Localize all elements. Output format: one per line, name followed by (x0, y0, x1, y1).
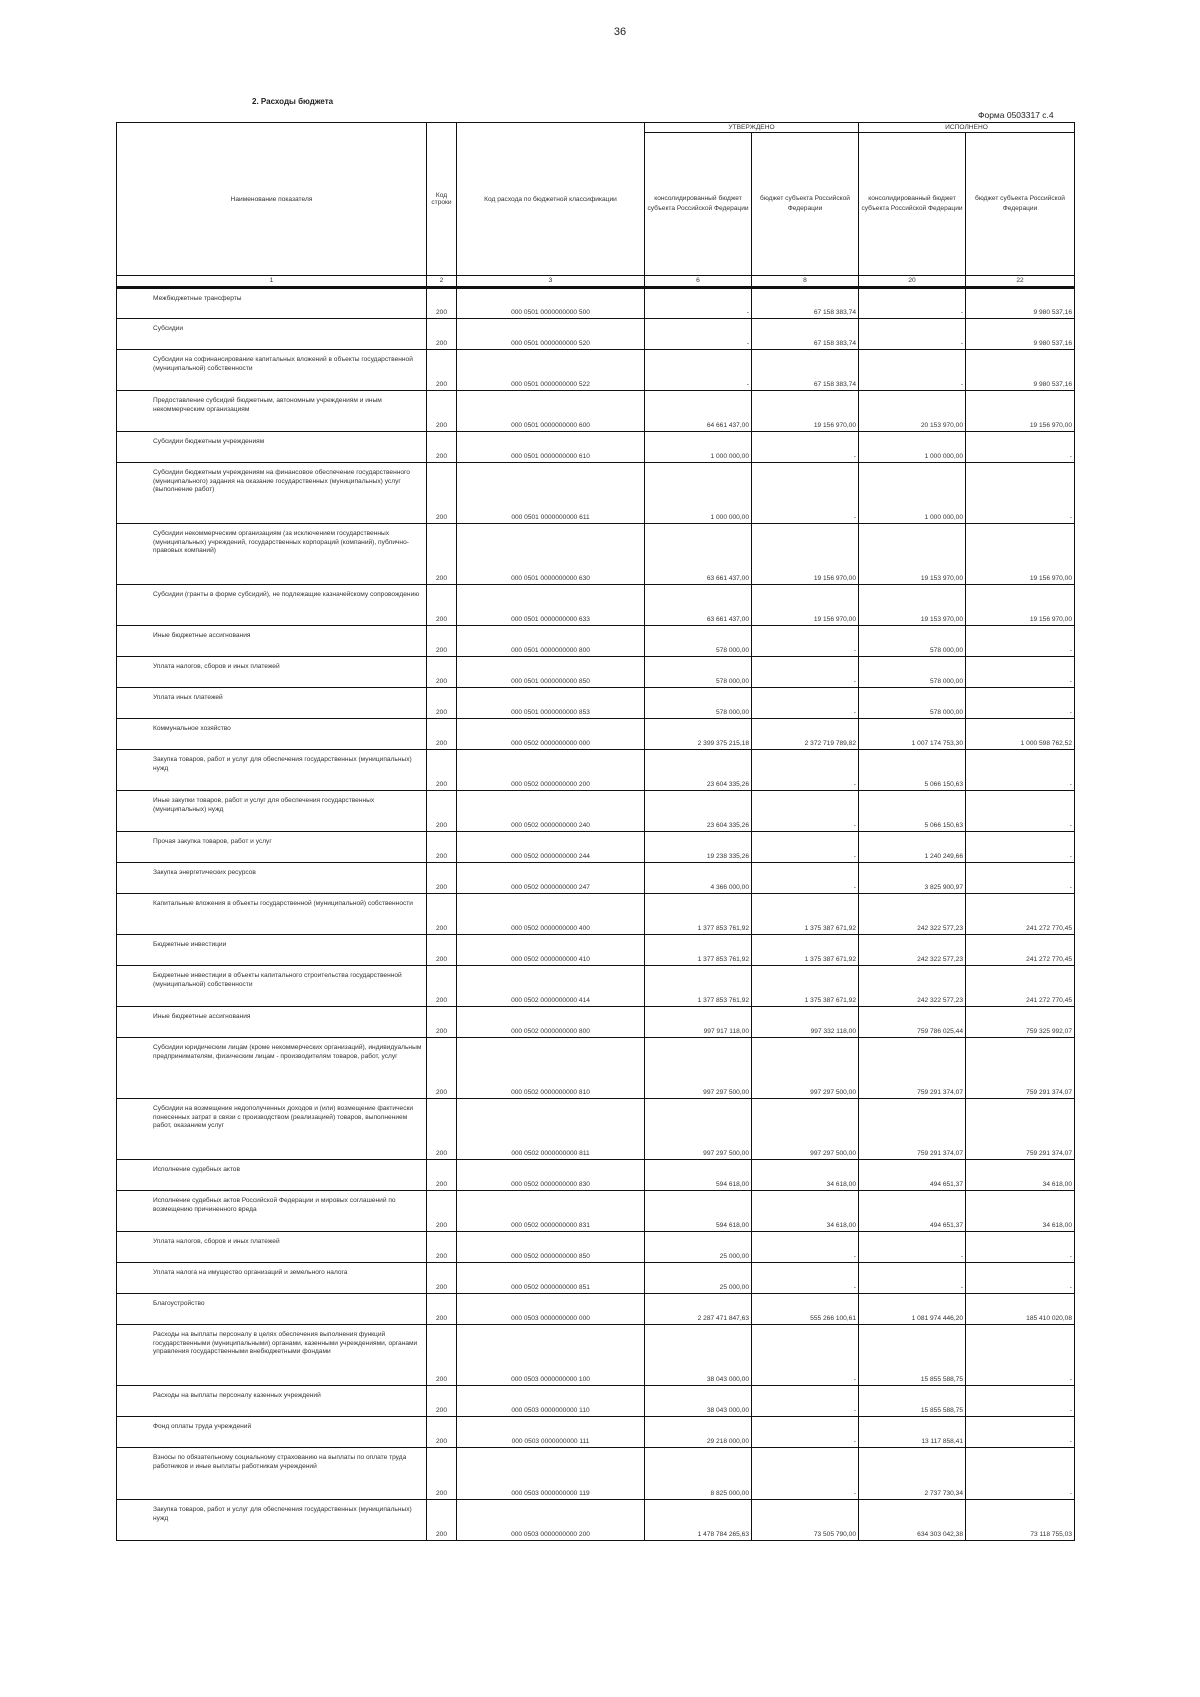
row-approved-subject: - (752, 463, 859, 524)
row-executed-consolidated: - (859, 319, 966, 350)
row-name: Фонд оплаты труда учреждений (117, 1417, 427, 1448)
row-name: Уплата иных платежей (117, 688, 427, 719)
row-line-code: 200 (427, 1417, 457, 1448)
table-row (117, 626, 1075, 657)
column-number-row (117, 276, 1075, 288)
row-executed-subject: - (966, 750, 1075, 791)
row-approved-subject: - (752, 657, 859, 688)
row-approved-subject: - (752, 1448, 859, 1500)
page-number: 36 (613, 26, 627, 38)
row-executed-subject: 241 272 770,45 (966, 894, 1075, 935)
row-approved-consolidated: 578 000,00 (645, 657, 752, 688)
row-approved-consolidated: 997 297 500,00 (645, 1099, 752, 1160)
row-executed-subject: 73 118 755,03 (966, 1500, 1075, 1541)
row-class-code: 000 0502 0000000000 811 (457, 1099, 645, 1160)
row-executed-subject: - (966, 432, 1075, 463)
table-row (117, 1417, 1075, 1448)
row-approved-consolidated: 997 917 118,00 (645, 1007, 752, 1038)
row-name: Субсидии бюджетным учреждениям (117, 432, 427, 463)
column-number: 2 (427, 276, 457, 288)
table-row (117, 1160, 1075, 1191)
row-name: Расходы на выплаты персоналу в целях обеспечения выполнения функций государственными (муниципальными) органами, казенными учреждениями, органами управления государственными внебюджетными фондами (117, 1325, 427, 1386)
row-executed-consolidated: 5 066 150,63 (859, 791, 966, 832)
row-line-code: 200 (427, 750, 457, 791)
row-line-code: 200 (427, 791, 457, 832)
table-row (117, 1294, 1075, 1325)
row-executed-subject: 759 291 374,07 (966, 1099, 1075, 1160)
row-approved-consolidated: 578 000,00 (645, 626, 752, 657)
row-class-code: 000 0502 0000000000 851 (457, 1263, 645, 1294)
row-executed-consolidated: 1 240 249,66 (859, 832, 966, 863)
row-approved-subject: 19 156 970,00 (752, 524, 859, 585)
row-executed-consolidated: - (859, 1263, 966, 1294)
row-class-code: 000 0503 0000000000 119 (457, 1448, 645, 1500)
row-line-code: 200 (427, 1386, 457, 1417)
row-class-code: 000 0502 0000000000 850 (457, 1232, 645, 1263)
row-name: Субсидии на возмещение недополученных доходов и (или) возмещение фактически понесенных затрат в связи с производством (реализацией) товаров, выполнением работ, оказанием услуг (117, 1099, 427, 1160)
row-name: Субсидии (117, 319, 427, 350)
row-name: Субсидии на софинансирование капитальных вложений в объекты государственной (муниципальной) собственности (117, 350, 427, 391)
row-approved-subject: - (752, 688, 859, 719)
table-body (117, 288, 1075, 1541)
row-executed-consolidated: 3 825 900,97 (859, 863, 966, 894)
row-executed-consolidated: 20 153 970,00 (859, 391, 966, 432)
row-class-code: 000 0501 0000000000 633 (457, 585, 645, 626)
form-label: Форма 0503317 с.4 (978, 110, 1054, 120)
table-row (117, 1500, 1075, 1541)
table-row (117, 719, 1075, 750)
row-name: Предоставление субсидий бюджетным, автономным учреждениям и иным некоммерческим организациям (117, 391, 427, 432)
row-executed-consolidated: - (859, 350, 966, 391)
row-approved-subject: 34 618,00 (752, 1160, 859, 1191)
row-approved-consolidated: 8 825 000,00 (645, 1448, 752, 1500)
row-executed-consolidated: 2 737 730,34 (859, 1448, 966, 1500)
column-number: 22 (966, 276, 1075, 288)
row-approved-consolidated: 38 043 000,00 (645, 1386, 752, 1417)
row-executed-subject: 19 156 970,00 (966, 524, 1075, 585)
row-approved-consolidated: 64 661 437,00 (645, 391, 752, 432)
row-approved-consolidated: 19 238 335,26 (645, 832, 752, 863)
row-class-code: 000 0502 0000000000 200 (457, 750, 645, 791)
row-name: Иные закупки товаров, работ и услуг для обеспечения государственных (муниципальных) нужд (117, 791, 427, 832)
row-executed-consolidated: 494 651,37 (859, 1160, 966, 1191)
column-number: 8 (752, 276, 859, 288)
row-approved-subject: - (752, 832, 859, 863)
table-header (117, 123, 1075, 288)
row-executed-consolidated: 578 000,00 (859, 688, 966, 719)
row-executed-consolidated: 19 153 970,00 (859, 524, 966, 585)
row-name: Уплата налога на имущество организаций и земельного налога (117, 1263, 427, 1294)
row-executed-consolidated: - (859, 1232, 966, 1263)
row-approved-consolidated: 25 000,00 (645, 1263, 752, 1294)
row-approved-consolidated: - (645, 319, 752, 350)
table-row (117, 832, 1075, 863)
row-name: Бюджетные инвестиции в объекты капитального строительства государственной (муниципальной) собственности (117, 966, 427, 1007)
table-row (117, 1007, 1075, 1038)
row-line-code: 200 (427, 1232, 457, 1263)
table-row (117, 863, 1075, 894)
row-name: Коммунальное хозяйство (117, 719, 427, 750)
row-line-code: 200 (427, 966, 457, 1007)
row-executed-subject: - (966, 626, 1075, 657)
row-class-code: 000 0503 0000000000 000 (457, 1294, 645, 1325)
row-approved-consolidated: 1 478 784 265,63 (645, 1500, 752, 1541)
table-row (117, 1386, 1075, 1417)
row-class-code: 000 0502 0000000000 800 (457, 1007, 645, 1038)
row-class-code: 000 0501 0000000000 522 (457, 350, 645, 391)
row-executed-consolidated: 242 322 577,23 (859, 935, 966, 966)
row-approved-subject: 2 372 719 789,82 (752, 719, 859, 750)
table-row (117, 935, 1075, 966)
row-executed-consolidated: 19 153 970,00 (859, 585, 966, 626)
row-class-code: 000 0502 0000000000 830 (457, 1160, 645, 1191)
row-approved-consolidated: 29 218 000,00 (645, 1417, 752, 1448)
table-row (117, 1448, 1075, 1500)
row-executed-subject: 185 410 020,08 (966, 1294, 1075, 1325)
row-approved-consolidated: 23 604 335,26 (645, 791, 752, 832)
table-row (117, 657, 1075, 688)
row-approved-subject: 997 297 500,00 (752, 1038, 859, 1099)
table-row (117, 1099, 1075, 1160)
row-approved-subject: - (752, 750, 859, 791)
row-class-code: 000 0501 0000000000 611 (457, 463, 645, 524)
row-name: Закупка товаров, работ и услуг для обеспечения государственных (муниципальных) нужд (117, 750, 427, 791)
row-approved-consolidated: 25 000,00 (645, 1232, 752, 1263)
row-name: Взносы по обязательному социальному страхованию на выплаты по оплате труда работников и иные выплаты работникам учреждений (117, 1448, 427, 1500)
row-executed-subject: - (966, 832, 1075, 863)
row-executed-consolidated: 15 855 588,75 (859, 1386, 966, 1417)
row-line-code: 200 (427, 1500, 457, 1541)
row-executed-consolidated: 634 303 042,38 (859, 1500, 966, 1541)
row-line-code: 200 (427, 935, 457, 966)
row-line-code: 200 (427, 350, 457, 391)
header-name: Наименование показателя (117, 123, 427, 276)
row-executed-subject: 1 000 598 762,52 (966, 719, 1075, 750)
row-approved-subject: - (752, 1232, 859, 1263)
header-approved-subject: бюджет субъекта Российской Федерации (752, 133, 859, 276)
row-name: Иные бюджетные ассигнования (117, 1007, 427, 1038)
column-number: 3 (457, 276, 645, 288)
column-number: 20 (859, 276, 966, 288)
row-line-code: 200 (427, 1191, 457, 1232)
row-line-code: 200 (427, 432, 457, 463)
header-executed-subject: бюджет субъекта Российской Федерации (966, 133, 1075, 276)
header-executed-consolidated: консолидированный бюджет субъекта Российской Федерации (859, 133, 966, 276)
row-class-code: 000 0502 0000000000 810 (457, 1038, 645, 1099)
row-class-code: 000 0502 0000000000 244 (457, 832, 645, 863)
row-approved-consolidated: 1 000 000,00 (645, 432, 752, 463)
row-executed-subject: 9 980 537,16 (966, 350, 1075, 391)
row-approved-subject: 67 158 383,74 (752, 288, 859, 319)
row-class-code: 000 0502 0000000000 414 (457, 966, 645, 1007)
row-executed-consolidated: - (859, 288, 966, 319)
row-executed-subject: - (966, 1325, 1075, 1386)
row-line-code: 200 (427, 1448, 457, 1500)
row-class-code: 000 0502 0000000000 831 (457, 1191, 645, 1232)
table-row (117, 391, 1075, 432)
row-approved-subject: - (752, 1386, 859, 1417)
row-approved-subject: 1 375 387 671,92 (752, 894, 859, 935)
row-line-code: 200 (427, 391, 457, 432)
row-executed-subject: 19 156 970,00 (966, 391, 1075, 432)
table-row (117, 350, 1075, 391)
row-line-code: 200 (427, 832, 457, 863)
row-line-code: 200 (427, 719, 457, 750)
row-executed-subject: - (966, 791, 1075, 832)
row-approved-consolidated: 63 661 437,00 (645, 524, 752, 585)
budget-expenses-table (116, 122, 1075, 1541)
row-approved-consolidated: 1 377 853 761,92 (645, 966, 752, 1007)
row-line-code: 200 (427, 1294, 457, 1325)
table-row (117, 1038, 1075, 1099)
row-name: Субсидии (гранты в форме субсидий), не подлежащие казначейскому сопровождению (117, 585, 427, 626)
row-executed-subject: 241 272 770,45 (966, 966, 1075, 1007)
row-executed-subject: 9 980 537,16 (966, 319, 1075, 350)
row-executed-subject: - (966, 1232, 1075, 1263)
row-executed-subject: 34 618,00 (966, 1160, 1075, 1191)
row-approved-consolidated: 594 618,00 (645, 1160, 752, 1191)
row-name: Субсидии бюджетным учреждениям на финансовое обеспечение государственного (муниципального) задания на оказание государственных (муниципальных) услуг (выполнение работ) (117, 463, 427, 524)
table-row (117, 688, 1075, 719)
table-row (117, 750, 1075, 791)
row-executed-subject: - (966, 688, 1075, 719)
row-approved-subject: - (752, 626, 859, 657)
row-name: Закупка энергетических ресурсов (117, 863, 427, 894)
row-executed-consolidated: 759 291 374,07 (859, 1038, 966, 1099)
table-row (117, 791, 1075, 832)
row-name: Уплата налогов, сборов и иных платежей (117, 657, 427, 688)
row-line-code: 200 (427, 1038, 457, 1099)
row-approved-subject: - (752, 432, 859, 463)
row-approved-subject: - (752, 863, 859, 894)
row-class-code: 000 0501 0000000000 630 (457, 524, 645, 585)
row-executed-consolidated: 1 007 174 753,30 (859, 719, 966, 750)
table-row (117, 432, 1075, 463)
row-class-code: 000 0503 0000000000 111 (457, 1417, 645, 1448)
row-class-code: 000 0501 0000000000 853 (457, 688, 645, 719)
row-name: Благоустройство (117, 1294, 427, 1325)
row-executed-subject: - (966, 863, 1075, 894)
row-approved-consolidated: 63 661 437,00 (645, 585, 752, 626)
row-name: Субсидии некоммерческим организациям (за исключением государственных (муниципальных) учреждений, государственных корпораций (компаний), публично-правовых компаний) (117, 524, 427, 585)
row-line-code: 200 (427, 1099, 457, 1160)
row-class-code: 000 0502 0000000000 247 (457, 863, 645, 894)
row-name: Исполнение судебных актов (117, 1160, 427, 1191)
row-line-code: 200 (427, 863, 457, 894)
table-row (117, 1325, 1075, 1386)
row-approved-consolidated: 1 377 853 761,92 (645, 894, 752, 935)
row-name: Закупка товаров, работ и услуг для обеспечения государственных (муниципальных) нужд (117, 1500, 427, 1541)
row-approved-consolidated: 1 377 853 761,92 (645, 935, 752, 966)
row-name: Бюджетные инвестиции (117, 935, 427, 966)
row-executed-consolidated: 578 000,00 (859, 657, 966, 688)
row-class-code: 000 0503 0000000000 110 (457, 1386, 645, 1417)
row-executed-consolidated: 1 000 000,00 (859, 432, 966, 463)
row-approved-subject: 67 158 383,74 (752, 350, 859, 391)
row-name: Межбюджетные трансферты (117, 288, 427, 319)
row-approved-consolidated: 4 366 000,00 (645, 863, 752, 894)
row-executed-consolidated: 759 291 374,07 (859, 1099, 966, 1160)
row-approved-subject: 1 375 387 671,92 (752, 935, 859, 966)
row-line-code: 200 (427, 319, 457, 350)
row-approved-consolidated: 1 000 000,00 (645, 463, 752, 524)
row-line-code: 200 (427, 657, 457, 688)
row-approved-subject: - (752, 1263, 859, 1294)
row-class-code: 000 0501 0000000000 610 (457, 432, 645, 463)
row-executed-consolidated: 15 855 588,75 (859, 1325, 966, 1386)
row-line-code: 200 (427, 585, 457, 626)
header-class-code: Код расхода по бюджетной классификации (457, 123, 645, 276)
row-approved-subject: 997 297 500,00 (752, 1099, 859, 1160)
row-executed-subject: - (966, 1417, 1075, 1448)
row-class-code: 000 0501 0000000000 800 (457, 626, 645, 657)
row-executed-subject: 759 291 374,07 (966, 1038, 1075, 1099)
table-row (117, 1191, 1075, 1232)
row-executed-consolidated: 5 066 150,63 (859, 750, 966, 791)
row-approved-subject: 19 156 970,00 (752, 585, 859, 626)
row-executed-subject: 759 325 992,07 (966, 1007, 1075, 1038)
row-approved-consolidated: - (645, 288, 752, 319)
row-approved-subject: 997 332 118,00 (752, 1007, 859, 1038)
row-approved-consolidated: 594 618,00 (645, 1191, 752, 1232)
row-name: Субсидии юридическим лицам (кроме некоммерческих организаций), индивидуальным предпринимателям, физическим лицам - производителям товаров, работ, услуг (117, 1038, 427, 1099)
row-name: Уплата налогов, сборов и иных платежей (117, 1232, 427, 1263)
row-class-code: 000 0502 0000000000 240 (457, 791, 645, 832)
row-name: Расходы на выплаты персоналу казенных учреждений (117, 1386, 427, 1417)
row-approved-consolidated: 2 287 471 847,63 (645, 1294, 752, 1325)
row-line-code: 200 (427, 463, 457, 524)
row-approved-subject: - (752, 791, 859, 832)
table-row (117, 585, 1075, 626)
table-row (117, 288, 1075, 319)
row-approved-subject: 1 375 387 671,92 (752, 966, 859, 1007)
row-class-code: 000 0502 0000000000 400 (457, 894, 645, 935)
table-row (117, 1263, 1075, 1294)
table-row (117, 894, 1075, 935)
row-executed-subject: - (966, 657, 1075, 688)
row-executed-subject: - (966, 1386, 1075, 1417)
column-number: 6 (645, 276, 752, 288)
row-executed-subject: - (966, 1263, 1075, 1294)
row-approved-consolidated: 23 604 335,26 (645, 750, 752, 791)
row-line-code: 200 (427, 524, 457, 585)
row-executed-subject: 241 272 770,45 (966, 935, 1075, 966)
row-line-code: 200 (427, 288, 457, 319)
column-number: 1 (117, 276, 427, 288)
row-approved-subject: 73 505 790,00 (752, 1500, 859, 1541)
row-executed-consolidated: 242 322 577,23 (859, 966, 966, 1007)
header-approved: УТВЕРЖДЕНО (645, 123, 859, 133)
row-line-code: 200 (427, 1263, 457, 1294)
table-row (117, 463, 1075, 524)
row-approved-consolidated: 578 000,00 (645, 688, 752, 719)
row-class-code: 000 0503 0000000000 100 (457, 1325, 645, 1386)
row-name: Иные бюджетные ассигнования (117, 626, 427, 657)
row-approved-subject: - (752, 1325, 859, 1386)
row-line-code: 200 (427, 1325, 457, 1386)
row-approved-subject: 19 156 970,00 (752, 391, 859, 432)
row-executed-consolidated: 1 081 974 446,20 (859, 1294, 966, 1325)
row-approved-consolidated: 997 297 500,00 (645, 1038, 752, 1099)
row-class-code: 000 0501 0000000000 520 (457, 319, 645, 350)
header-executed: ИСПОЛНЕНО (859, 123, 1075, 133)
table-row (117, 319, 1075, 350)
row-approved-consolidated: 38 043 000,00 (645, 1325, 752, 1386)
row-line-code: 200 (427, 1007, 457, 1038)
row-approved-subject: 34 618,00 (752, 1191, 859, 1232)
row-executed-subject: 34 618,00 (966, 1191, 1075, 1232)
row-executed-subject: - (966, 1448, 1075, 1500)
header-line-code: Код строки (427, 123, 457, 276)
row-class-code: 000 0502 0000000000 410 (457, 935, 645, 966)
row-executed-subject: - (966, 463, 1075, 524)
row-line-code: 200 (427, 626, 457, 657)
table-row (117, 966, 1075, 1007)
row-executed-consolidated: 578 000,00 (859, 626, 966, 657)
table-row (117, 1232, 1075, 1263)
header-approved-consolidated: консолидированный бюджет субъекта Российской Федерации (645, 133, 752, 276)
row-executed-consolidated: 13 117 858,41 (859, 1417, 966, 1448)
row-class-code: 000 0501 0000000000 500 (457, 288, 645, 319)
row-name: Исполнение судебных актов Российской Федерации и мировых соглашений по возмещению причиненного вреда (117, 1191, 427, 1232)
row-line-code: 200 (427, 688, 457, 719)
row-class-code: 000 0501 0000000000 850 (457, 657, 645, 688)
row-executed-consolidated: 494 651,37 (859, 1191, 966, 1232)
row-class-code: 000 0503 0000000000 200 (457, 1500, 645, 1541)
row-approved-consolidated: 2 399 375 215,18 (645, 719, 752, 750)
row-executed-consolidated: 759 786 025,44 (859, 1007, 966, 1038)
row-name: Капитальные вложения в объекты государственной (муниципальной) собственности (117, 894, 427, 935)
row-executed-subject: 9 980 537,16 (966, 288, 1075, 319)
row-class-code: 000 0502 0000000000 000 (457, 719, 645, 750)
row-name: Прочая закупка товаров, работ и услуг (117, 832, 427, 863)
row-class-code: 000 0501 0000000000 600 (457, 391, 645, 432)
row-executed-subject: 19 156 970,00 (966, 585, 1075, 626)
table-row (117, 524, 1075, 585)
row-executed-consolidated: 1 000 000,00 (859, 463, 966, 524)
section-title: 2. Расходы бюджета (252, 97, 334, 106)
row-executed-consolidated: 242 322 577,23 (859, 894, 966, 935)
row-line-code: 200 (427, 894, 457, 935)
row-line-code: 200 (427, 1160, 457, 1191)
row-approved-consolidated: - (645, 350, 752, 391)
row-approved-subject: - (752, 1417, 859, 1448)
row-approved-subject: 67 158 383,74 (752, 319, 859, 350)
row-approved-subject: 555 266 100,61 (752, 1294, 859, 1325)
